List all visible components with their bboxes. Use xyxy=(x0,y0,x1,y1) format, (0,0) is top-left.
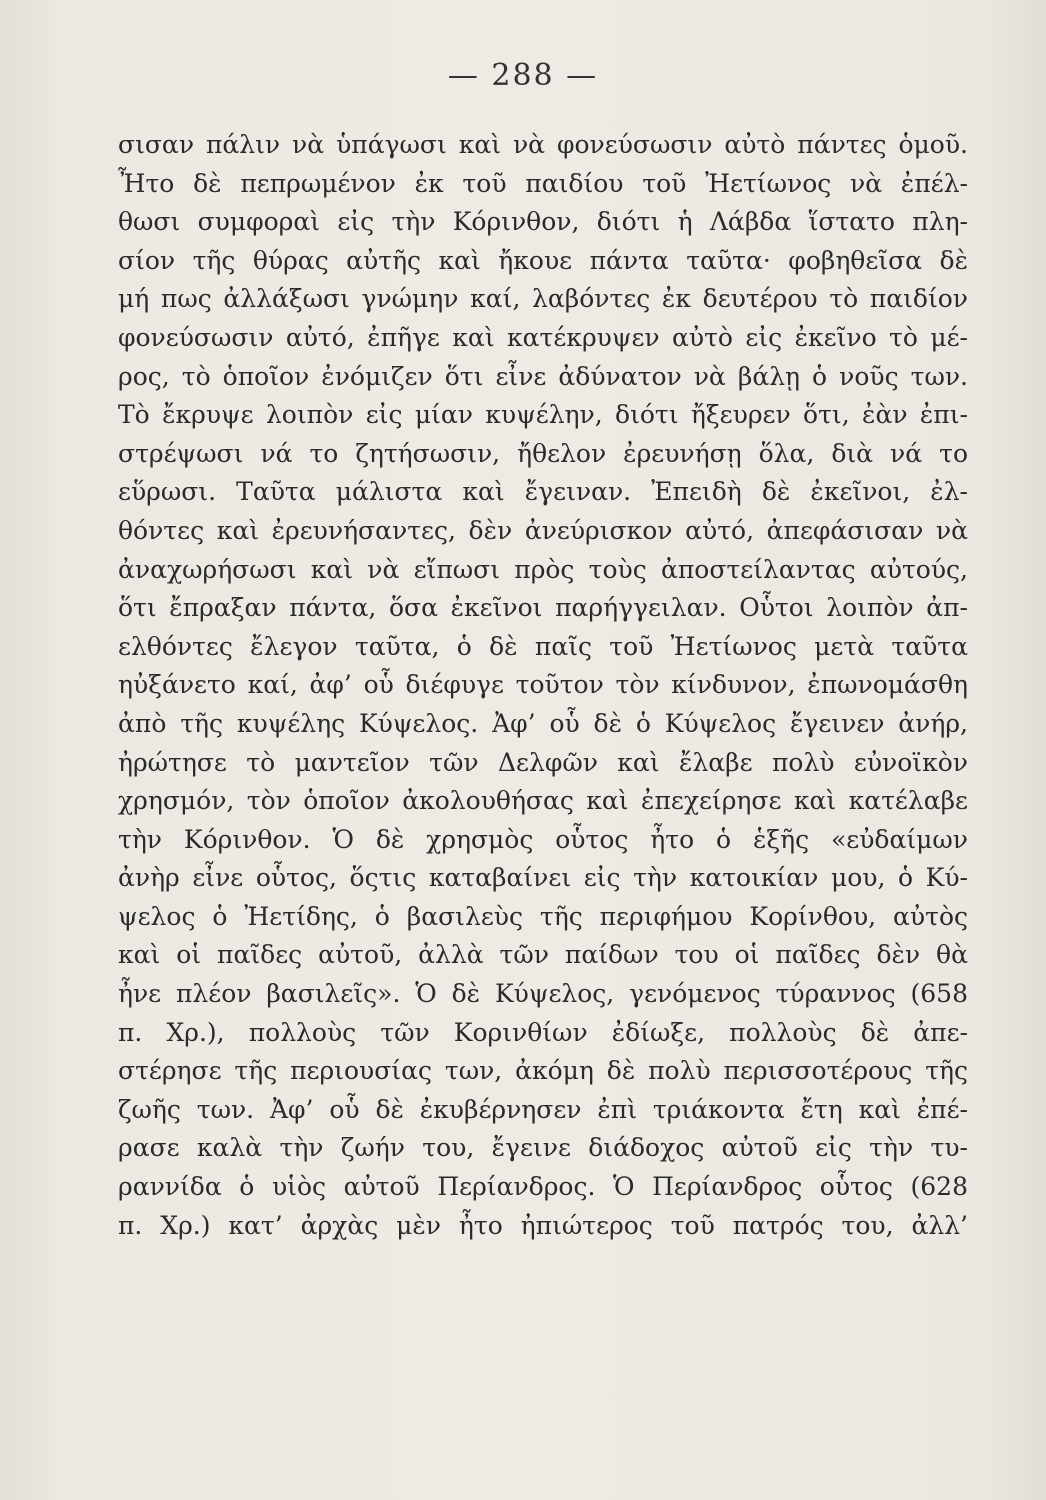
text-line: ελθόντες ἔλεγον ταῦτα, ὁ δὲ παῖς τοῦ Ἠετίωνος μετὰ ταῦτα xyxy=(118,631,968,661)
text-line: φονεύσωσιν αὐτό, ἐπῆγε καὶ κατέκρυψεν αὐτὸ εἰς ἐκεῖνο τὸ μέ- xyxy=(118,322,968,352)
text-line: εὕρωσι. Ταῦτα μάλιστα καὶ ἔγειναν. Ἐπειδὴ δὲ ἐκεῖνοι, ἐλ- xyxy=(118,477,968,507)
text-line: σισαν πάλιν νὰ ὑπάγωσι καὶ νὰ φονεύσωσιν αὐτὸ πάντες ὁμοῦ. xyxy=(118,130,968,159)
text-line: ἀπὸ τῆς κυψέλης Κύψελος. Ἀφ’ οὗ δὲ ὁ Κύψελος ἔγεινεν ἀνήρ, xyxy=(118,708,968,738)
page-number: — 288 — xyxy=(447,58,599,93)
text-line: ἠρώτησε τὸ μαντεῖον τῶν Δελφῶν καὶ ἔλαβε πολὺ εὐνοϊκὸν xyxy=(118,747,968,777)
text-line: θωσι συμφοραὶ εἰς τὴν Κόρινθον, διότι ἡ Λάβδα ἵστατο πλη- xyxy=(118,207,968,237)
text-line: χρησμόν, τὸν ὁποῖον ἀκολουθήσας καὶ ἐπεχείρησε καὶ κατέλαβε xyxy=(118,786,968,816)
text-line: ηὐξάνετο καί, ἀφ’ οὗ διέφυγε τοῦτον τὸν κίνδυνον, ἐπωνομάσθη xyxy=(118,670,968,700)
text-line: ψελος ὁ Ἠετίδης, ὁ βασιλεὺς τῆς περιφήμου Κορίνθου, αὐτὸς xyxy=(118,901,968,931)
text-line: ἦνε πλέον βασιλεῖς». Ὁ δὲ Κύψελος, γενόμενος τύραννος (658 xyxy=(118,979,968,1009)
text-line: ρασε καλὰ τὴν ζωήν του, ἔγεινε διάδοχος αὐτοῦ εἰς τὴν τυ- xyxy=(118,1133,968,1163)
text-line: θόντες καὶ ἐρευνήσαντες, δὲν ἀνεύρισκον αὐτό, ἀπεφάσισαν νὰ xyxy=(118,515,968,545)
text-line: τὴν Κόρινθον. Ὁ δὲ χρησμὸς οὗτος ἦτο ὁ ἑξῆς «εὐδαίμων xyxy=(118,824,968,854)
text-line: Ἦτο δὲ πεπρωμένον ἐκ τοῦ παιδίου τοῦ Ἠετίωνος νὰ ἐπέλ- xyxy=(118,168,968,198)
text-line: π. Χρ.), πολλοὺς τῶν Κορινθίων ἐδίωξε, πολλοὺς δὲ ἀπε- xyxy=(118,1017,968,1047)
text-line: ραννίδα ὁ υἱὸς αὐτοῦ Περίανδρος. Ὁ Περίανδρος οὗτος (628 xyxy=(118,1172,968,1202)
text-line: μή πως ἀλλάξωσι γνώμην καί, λαβόντες ἐκ δευτέρου τὸ παιδίον xyxy=(118,284,968,314)
text-line: π. Χρ.) κατ’ ἀρχὰς μὲν ἦτο ἠπιώτερος τοῦ πατρός του, ἀλλ’ xyxy=(118,1210,968,1240)
text-line: καὶ οἱ παῖδες αὐτοῦ, ἀλλὰ τῶν παίδων του οἱ παῖδες δὲν θὰ xyxy=(118,940,968,970)
text-line: στέρησε τῆς περιουσίας των, ἀκόμη δὲ πολὺ περισσοτέρους τῆς xyxy=(118,1056,968,1086)
text-line: σίον τῆς θύρας αὐτῆς καὶ ἤκουε πάντα ταῦτα· φοβηθεῖσα δὲ xyxy=(118,245,968,275)
text-line: ὅτι ἔπραξαν πάντα, ὅσα ἐκεῖνοι παρήγγειλαν. Οὗτοι λοιπὸν ἀπ- xyxy=(118,593,968,623)
text-line: Τὸ ἔκρυψε λοιπὸν εἰς μίαν κυψέλην, διότι ἤξευρεν ὅτι, ἐὰν ἐπι- xyxy=(118,400,968,430)
text-line: στρέψωσι νά το ζητήσωσιν, ἤθελον ἐρευνήσῃ ὅλα, διὰ νά το xyxy=(118,438,968,468)
text-line: ἀνὴρ εἶνε οὗτος, ὅςτις καταβαίνει εἰς τὴν κατοικίαν μου, ὁ Κύ- xyxy=(118,863,968,893)
body-text xyxy=(118,126,968,1245)
text-line: ἀναχωρήσωσι καὶ νὰ εἴπωσι πρὸς τοὺς ἀποστείλαντας αὐτούς, xyxy=(118,554,968,584)
text-line: ζωῆς των. Ἀφ’ οὗ δὲ ἐκυβέρνησεν ἐπὶ τριάκοντα ἔτη καὶ ἐπέ- xyxy=(118,1094,968,1124)
text-line: ρος, τὸ ὁποῖον ἐνόμιζεν ὅτι εἶνε ἀδύνατον νὰ βάλῃ ὁ νοῦς των. xyxy=(118,361,968,391)
